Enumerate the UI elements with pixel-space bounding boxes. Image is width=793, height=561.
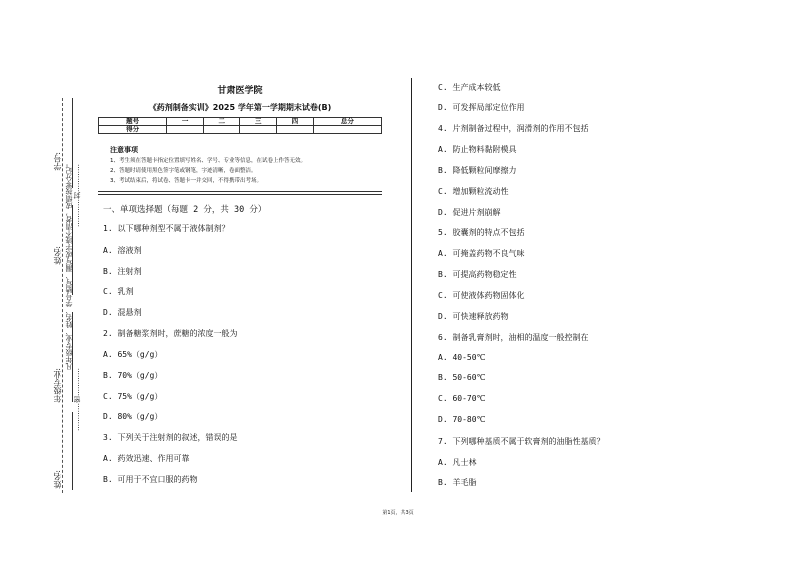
question-line: 4. 片剂制备过程中，润滑剂的作用不包括	[438, 124, 589, 133]
seal-notice: 凡年级专业、姓名、学号错写、漏写或字迹不清者，成绩按零分记。	[65, 160, 73, 370]
notes-title: 注意事项	[110, 146, 138, 154]
option-line: B. 注射剂	[103, 267, 142, 276]
option-line: B. 50-60℃	[438, 373, 486, 382]
option-line: A. 凡士林	[438, 458, 477, 467]
question-line: 3. 下列关于注射剂的叙述，错误的是	[103, 433, 238, 442]
score-table	[98, 117, 382, 134]
separator-line	[98, 191, 382, 192]
option-line: D. 混悬剂	[103, 308, 142, 317]
score-cell: 二	[203, 118, 240, 126]
option-line: D. 70-80℃	[438, 415, 486, 424]
option-line: A. 可掩盖药物不良气味	[438, 249, 525, 258]
option-line: B. 70%（g/g）	[103, 371, 163, 380]
score-input-cell	[167, 126, 204, 134]
page-number: 第1页，共3页	[382, 510, 414, 516]
option-line: A. 溶液剂	[103, 246, 142, 255]
option-line: B. 可用于不宜口服的药物	[103, 475, 198, 484]
name-label: 姓名:	[53, 246, 62, 265]
option-line: A. 防止物料黏附模具	[438, 145, 517, 154]
notes-item: 1、考生须在答题卡指定位置填写姓名、学号、专业等信息，在试卷上作答无效。	[110, 158, 307, 164]
option-line: C. 75%（g/g）	[103, 392, 163, 401]
option-line: C. 乳剂	[103, 287, 134, 296]
notes-item: 2、答题时请使用黑色签字笔或钢笔，字迹清晰，卷面整洁。	[110, 168, 257, 174]
score-input-cell	[240, 126, 277, 134]
section-title: 一、单项选择题（每题 2 分，共 30 分）	[103, 205, 267, 215]
question-line: 2. 制备糖浆剂时，蔗糖的浓度一般为	[103, 329, 238, 338]
option-line: D. 可快速释放药物	[438, 312, 509, 321]
option-line: C. 60-70℃	[438, 394, 486, 403]
exam-title: 《药剂制备实训》2025 学年第一学期期末试卷(B)	[148, 103, 332, 112]
option-line: D. 可发挥局部定位作用	[438, 103, 525, 112]
question-line: 1. 以下哪种剂型不属于液体制剂？	[103, 224, 230, 233]
score-table-score-row	[99, 126, 382, 134]
name2-label: 姓名:	[53, 470, 62, 489]
option-line: A. 65%（g/g）	[103, 350, 163, 359]
score-cell: 四	[277, 118, 314, 126]
score-input-cell	[277, 126, 314, 134]
option-line: B. 降低颗粒间摩擦力	[438, 166, 517, 175]
option-line: C. 可使液体药物固体化	[438, 291, 525, 300]
option-line: A. 40-50℃	[438, 353, 486, 362]
option-line: A. 药效迅速、作用可靠	[103, 454, 190, 463]
option-line: B. 羊毛脂	[438, 478, 477, 487]
student-id-label: 学号:	[53, 152, 62, 171]
option-line: D. 80%（g/g）	[103, 412, 163, 421]
score-input-cell	[313, 126, 381, 134]
question-line: 7. 下列哪种基质不属于软膏剂的油脂性基质？	[438, 437, 605, 446]
score-cell: 一	[167, 118, 204, 126]
notes-list	[110, 156, 306, 186]
notes-item: 3、考试结束后，将试卷、答题卡一并交回，不得携带出考场。	[110, 178, 263, 184]
column-divider	[411, 78, 412, 492]
score-cell: 三	[240, 118, 277, 126]
separator-line	[98, 194, 382, 195]
score-cell: 总分	[313, 118, 381, 126]
score-cell: 得分	[99, 126, 167, 134]
option-line: C. 增加颗粒流动性	[438, 187, 509, 196]
question-line: 6. 制备乳膏剂时，油相的温度一般控制在	[438, 333, 589, 342]
option-line: B. 可提高药物稳定性	[438, 270, 517, 279]
score-table-header-row	[99, 118, 382, 126]
seal-notice-bottom: …………密…………	[73, 368, 81, 431]
major-label: 年级专业:	[53, 368, 62, 403]
score-cell: 题号	[99, 118, 167, 126]
option-line: C. 生产成本较低	[438, 83, 501, 92]
school-name: 甘肃医学院	[217, 86, 263, 96]
option-line: D. 促进片剂崩解	[438, 208, 501, 217]
question-line: 5. 胶囊剂的特点不包括	[438, 228, 525, 237]
seal-notice-top: …………封…………	[73, 164, 81, 227]
score-input-cell	[203, 126, 240, 134]
